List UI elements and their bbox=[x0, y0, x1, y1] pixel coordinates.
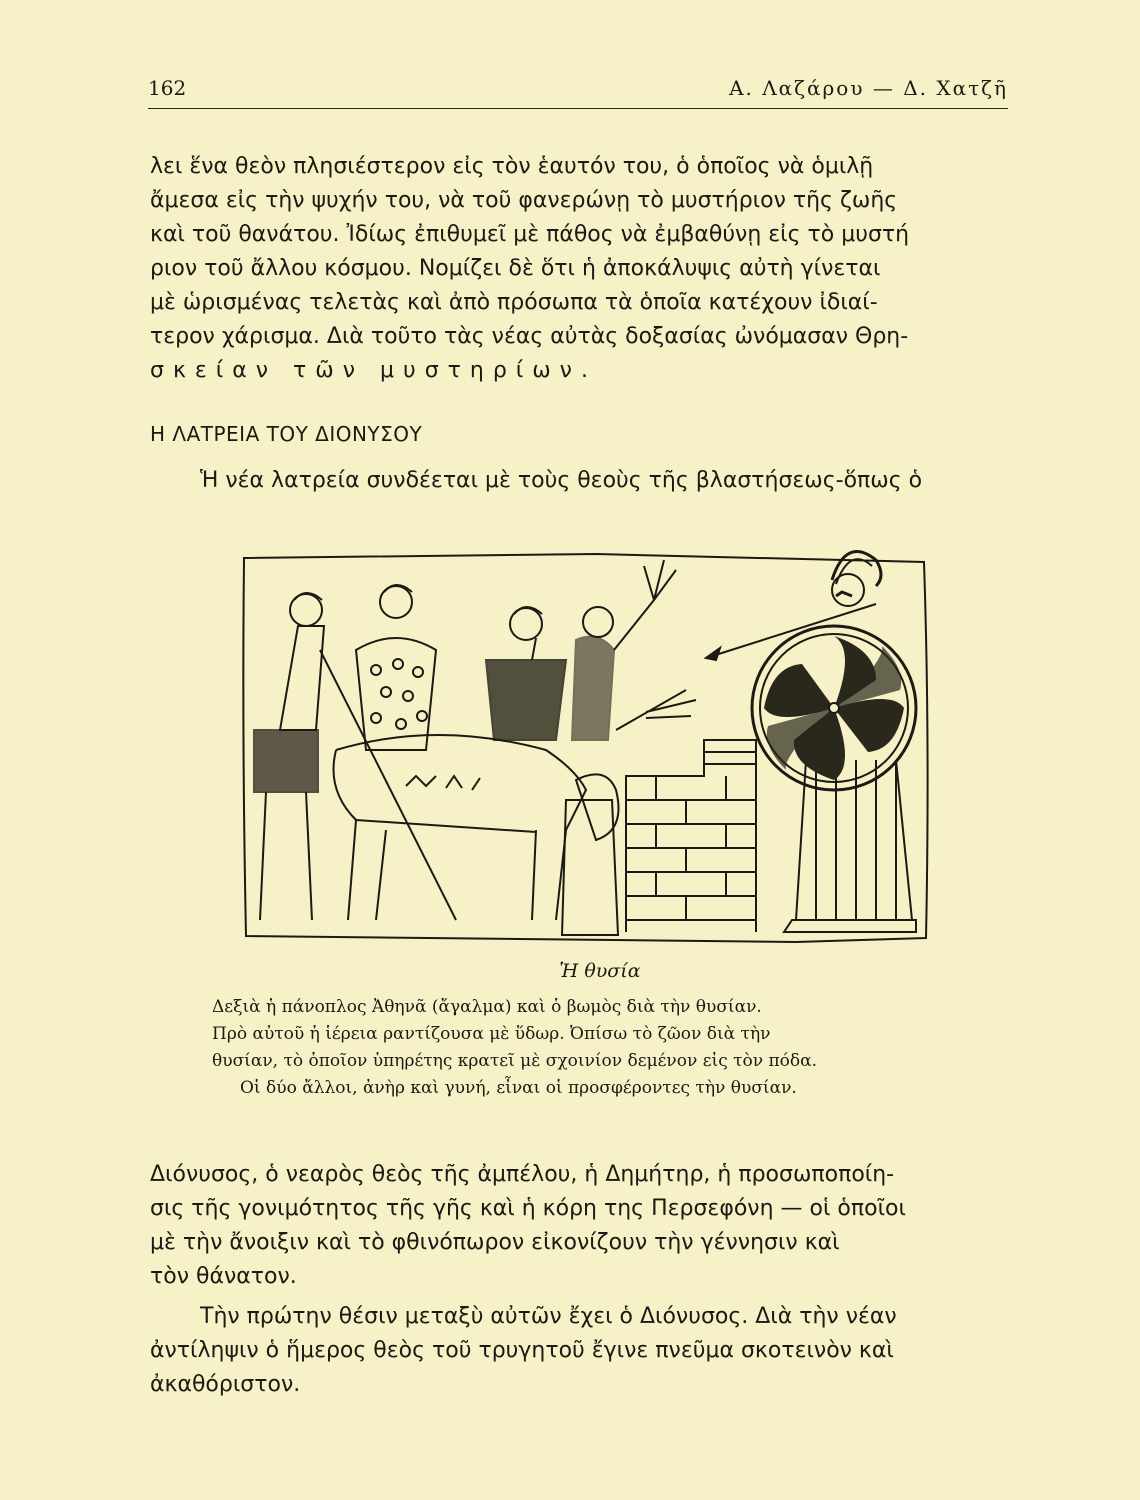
woman-offerer-figure bbox=[356, 585, 436, 750]
text-line: τὸν θάνατον. bbox=[150, 1264, 297, 1289]
text-line: ἀντίληψιν ὁ ἥμερος θεὸς τοῦ τρυγητοῦ ἔγινε πνεῦμα σκοτεινὸν καὶ bbox=[150, 1338, 894, 1363]
text-line: σις τῆς γονιμότητος τῆς γῆς καὶ ἡ κόρη της Περσεφόνη — οἱ ὁποῖοι bbox=[150, 1196, 906, 1221]
text-line: ριον τοῦ ἄλλου κόσμου. Νομίζει δὲ ὅτι ἡ ἀποκάλυψις αὐτὴ γίνεται bbox=[150, 256, 881, 281]
athena-shield bbox=[752, 626, 916, 790]
text-line: ἄμεσα εἰς τὴν ψυχήν του, νὰ τοῦ φανερώνῃ τὸ μυστήριον τῆς ζωῆς bbox=[150, 188, 898, 213]
caption-line: Δεξιὰ ἡ πάνοπλος Ἀθηνᾶ (ἄγαλμα) καὶ ὁ βωμὸς διὰ τὴν θυσίαν. bbox=[212, 997, 762, 1017]
text-line: σκείαν τῶν μυστηρίων. bbox=[150, 358, 597, 383]
text-line: μὲ τὴν ἄνοιξιν καὶ τὸ φθινόπωρον εἰκονίζουν τὴν γέννησιν καὶ bbox=[150, 1230, 840, 1255]
caption-line: Πρὸ αὐτοῦ ἡ ἱέρεια ραντίζουσα μὲ ὕδωρ. Ὀπίσω τὸ ζῶον διὰ τὴν bbox=[212, 1024, 771, 1044]
page-header bbox=[148, 72, 1008, 109]
running-head: Α. Λαζάρου — Δ. Χατζῆ bbox=[729, 76, 1008, 100]
paragraph-2 bbox=[150, 464, 1002, 498]
paragraph-4 bbox=[150, 1300, 1002, 1402]
text-line: Ἡ νέα λατρεία συνδέεται μὲ τοὺς θεοὺς τῆς βλαστήσεως-ὅπως ὁ bbox=[200, 468, 923, 493]
paragraph-1 bbox=[150, 150, 1002, 388]
servant-figure bbox=[254, 593, 456, 920]
caption-line: θυσίαν, τὸ ὁποῖον ὑπηρέτης κρατεῖ μὲ σχοινίον δεμένον εἰς τὸν πόδα. bbox=[212, 1051, 818, 1071]
text-line: Τὴν πρώτην θέσιν μεταξὺ αὐτῶν ἔχει ὁ Διόνυσος. Διὰ τὴν νέαν bbox=[200, 1304, 897, 1329]
illustration-drawing bbox=[236, 540, 932, 948]
priestess-figure bbox=[562, 560, 696, 935]
man-offerer-figure bbox=[486, 607, 566, 740]
page-number: 162 bbox=[148, 76, 187, 100]
paragraph-3 bbox=[150, 1158, 1002, 1294]
text-line: τερον χάρισμα. Διὰ τοῦτο τὰς νέας αὐτὰς δοξασίας ὠνόμασαν Θρη- bbox=[150, 324, 909, 349]
sacrifice-illustration bbox=[236, 540, 932, 948]
caption-line: Οἱ δύο ἄλλοι, ἀνὴρ καὶ γυνή, εἶναι οἱ προσφέροντες τὴν θυσίαν. bbox=[240, 1078, 797, 1098]
altar bbox=[626, 740, 756, 932]
text-line: λει ἕνα θεὸν πλησιέστερον εἰς τὸν ἑαυτόν του, ὁ ὁποῖος νὰ ὁμιλῇ bbox=[150, 154, 874, 179]
text-line: καὶ τοῦ θανάτου. Ἰδίως ἐπιθυμεῖ μὲ πάθος νὰ ἐμβαθύνῃ εἰς τὸ μυστή bbox=[150, 222, 910, 247]
text-line: Διόνυσος, ὁ νεαρὸς θεὸς τῆς ἀμπέλου, ἡ Δημήτηρ, ἡ προσωποποίη- bbox=[150, 1162, 895, 1187]
text-line: ἀκαθόριστον. bbox=[150, 1372, 301, 1397]
text-line: μὲ ὡρισμένας τελετὰς καὶ ἀπὸ πρόσωπα τὰ ὁποῖα κατέχουν ἰδιαί- bbox=[150, 290, 878, 315]
figure-caption bbox=[212, 994, 942, 1102]
figure-title: Ἡ θυσία bbox=[559, 960, 641, 982]
section-heading: Η ΛΑΤΡΕΙΑ ΤΟΥ ΔΙΟΝΥΣΟΥ bbox=[150, 422, 423, 446]
